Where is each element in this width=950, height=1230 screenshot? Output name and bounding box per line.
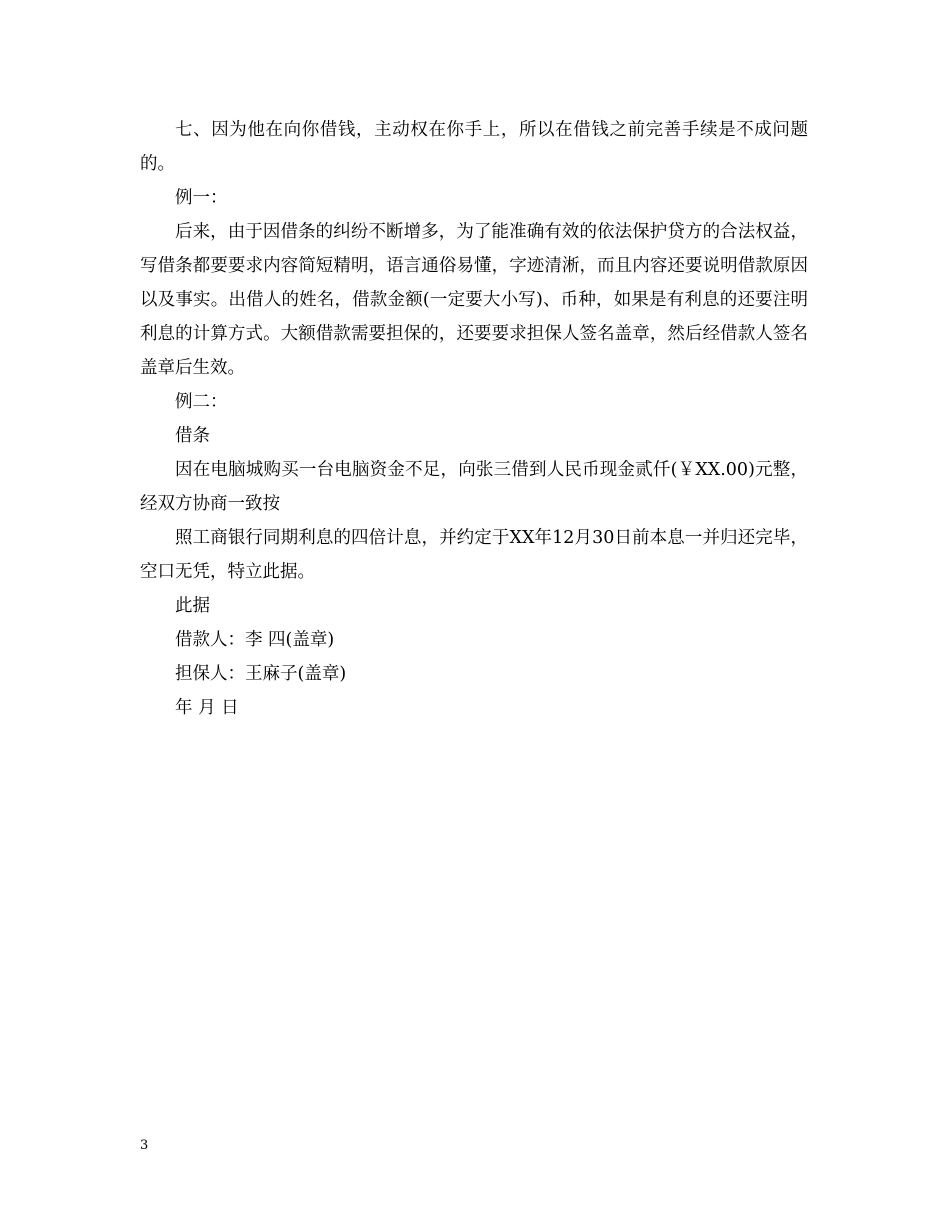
guarantor-signature: 担保人：王麻子(盖章) [175, 664, 347, 684]
date-line: 年 月 日 [175, 698, 239, 718]
iou-body-part-2: 照工商银行同期利息的四倍计息，并约定于XX年12月30日前本息一并归还完毕，空口无凭，特立此据。 [140, 528, 808, 582]
paragraph-iou-requirements: 后来，由于因借条的纠纷不断增多，为了能准确有效的依法保护贷方的合法权益，写借条都要要求内容简短精明，语言通俗易懂，字迹清淅，而且内容还要说明借款原因以及事实。出借人的姓名，借款金额(一定要大小写)、币种，如果是有利息的还要注明利息的计算方式。大额借款需要担保的，还要要求担保人签名盖章，然后经借款人签名盖章后生效。 [140, 222, 808, 378]
borrower-signature: 借款人：李 四(盖章) [175, 630, 335, 650]
iou-body-part-1: 因在电脑城购买一台电脑资金不足，向张三借到人民币现金贰仟(￥XX.00)元整，经双方协商一致按 [140, 460, 808, 514]
iou-title: 借条 [175, 426, 210, 446]
page-number: 3 [140, 1138, 149, 1153]
example-one-heading: 例一： [175, 188, 228, 208]
example-two-heading: 例二： [175, 392, 228, 412]
iou-closing: 此据 [175, 596, 210, 616]
document-body [140, 113, 808, 725]
paragraph-item-7: 七、因为他在向你借钱，主动权在你手上，所以在借钱之前完善手续是不成问题的。 [140, 120, 808, 174]
